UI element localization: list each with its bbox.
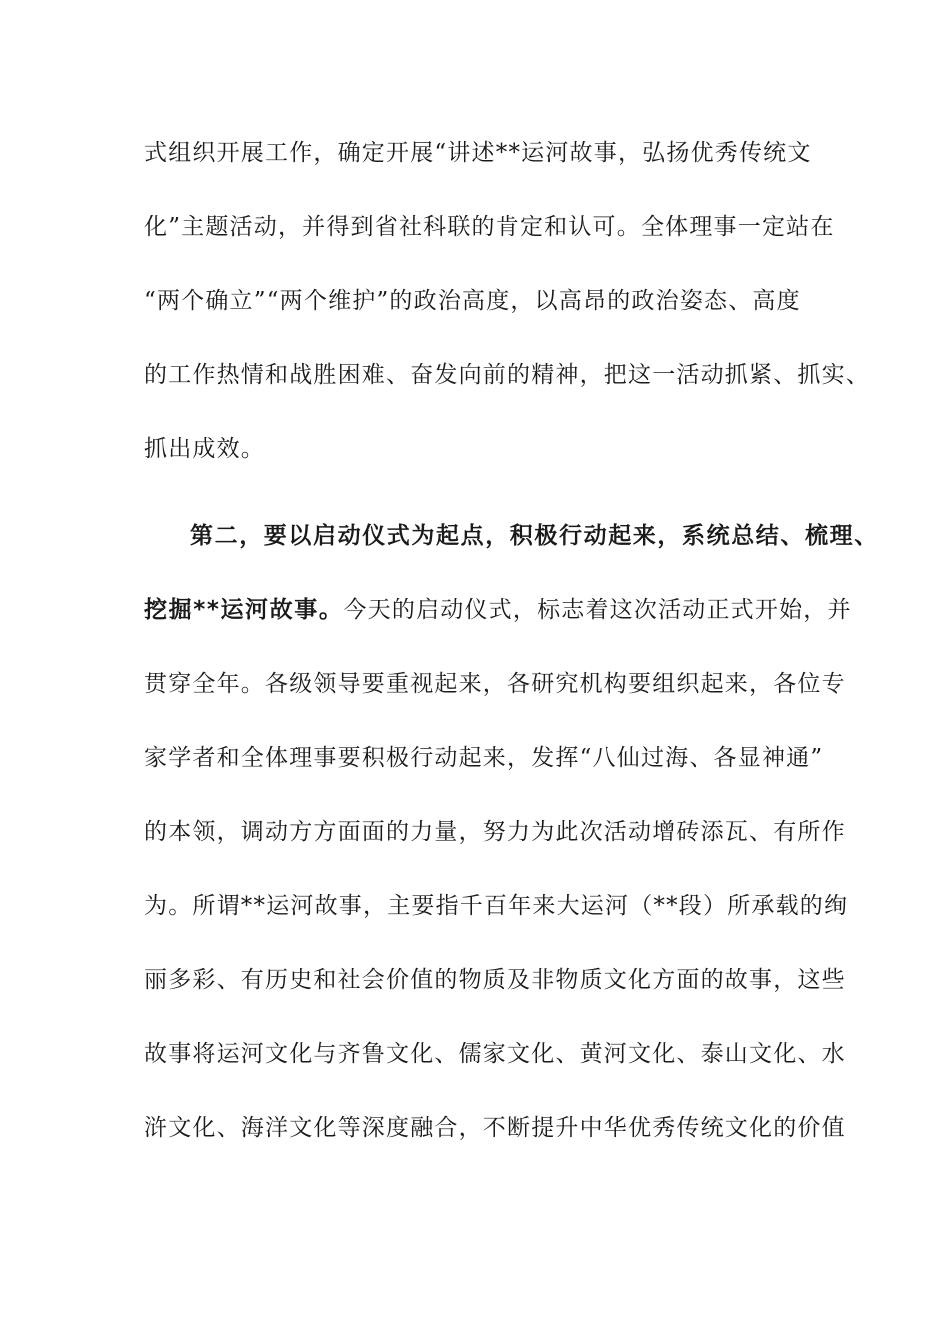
paragraph-line: 式组织开展工作，确定开展“讲述**运河故事，弘扬优秀传统文: [144, 140, 812, 166]
mixed-line: [144, 594, 852, 626]
section-heading-line: 第二，要以启动仪式为起点，积极行动起来，系统总结、梳理、: [190, 523, 879, 549]
paragraph-line: 家学者和全体理事要积极行动起来，发挥“八仙过海、各显神通”: [144, 745, 824, 771]
paragraph-line: 浒文化、海洋文化等深度融合，不断提升中华优秀传统文化的价值: [144, 1115, 846, 1141]
paragraph-line: 的工作热情和战胜困难、奋发向前的精神，把这一活动抓紧、抓实、: [144, 362, 870, 388]
paragraph-line: “两个确立”“两个维护”的政治高度，以高昂的政治姿态、高度: [144, 288, 801, 314]
paragraph-line: 的本领，调动方方面面的力量，努力为此次活动增砖添瓦、有所作: [144, 819, 846, 845]
paragraph-line: 抓出成效。: [144, 436, 265, 462]
paragraph-line: 贯穿全年。各级领导要重视起来，各研究机构要组织起来，各位专: [144, 671, 846, 697]
paragraph-line: 丽多彩、有历史和社会价值的物质及非物质文化方面的故事，这些: [144, 967, 846, 993]
paragraph-line: 为。所谓**运河故事，主要指千百年来大运河（**段）所承载的绚: [144, 893, 849, 919]
paragraph-text: 今天的启动仪式，标志着这次活动正式开始，并: [343, 597, 852, 623]
paragraph-line: 化”主题活动，并得到省社科联的肯定和认可。全体理事一定站在: [144, 214, 835, 240]
paragraph-line: 故事将运河文化与齐鲁文化、儒家文化、黄河文化、泰山文化、水: [144, 1041, 846, 1067]
section-heading-end: 挖掘**运河故事。: [144, 597, 344, 623]
